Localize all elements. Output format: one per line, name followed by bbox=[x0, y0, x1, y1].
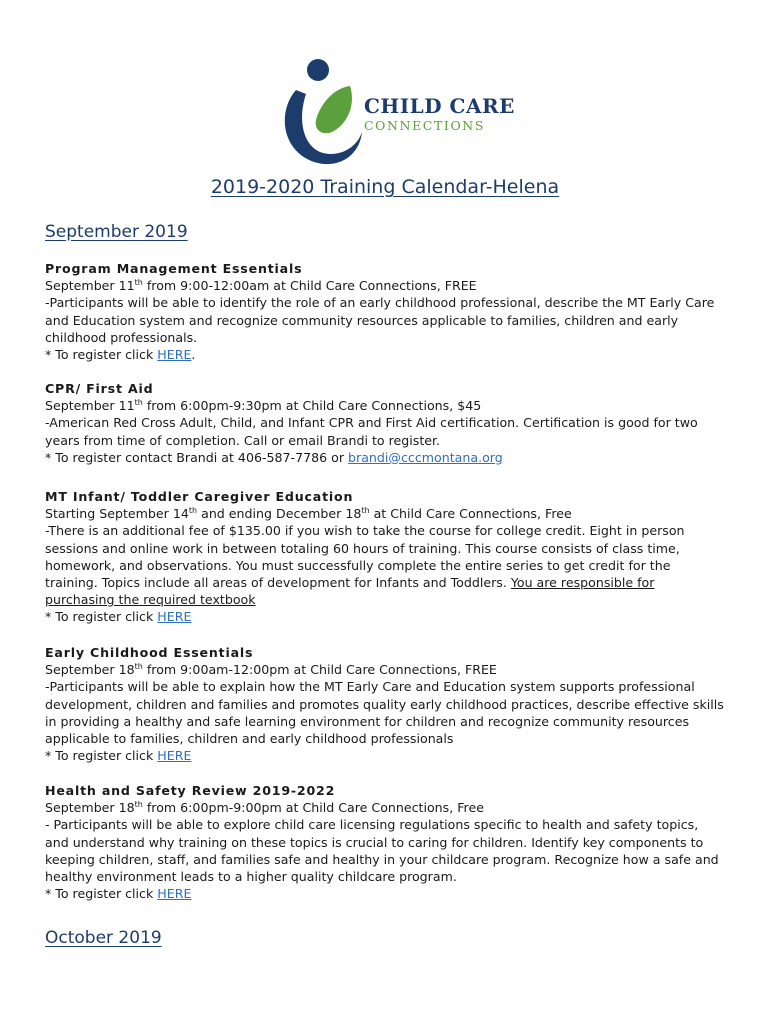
training-cpr-first-aid bbox=[45, 380, 725, 466]
training-schedule: September 18th from 9:00am-12:00pm at Child Care Connections, FREE bbox=[45, 662, 497, 678]
register-link[interactable]: HERE bbox=[157, 347, 192, 363]
training-description: -There is an additional fee of $135.00 if you wish to take the course for college credit. Eight in person sessions and online work in between totaling 60 hours of training. This course consists of class time, homework, and observations. You must successfully complete the entire series to get credit for the training. Topics include all areas of development for Infants and Toddlers. You are responsible for purchasing the required textbook bbox=[45, 523, 685, 608]
textbook-note: You are responsible for purchasing the required textbook bbox=[45, 575, 655, 608]
training-heading: CPR/ First Aid bbox=[45, 381, 154, 396]
training-schedule: Starting September 14th and ending December 18th at Child Care Connections, Free bbox=[45, 506, 572, 522]
month-heading-october: October 2019 bbox=[45, 928, 162, 948]
training-heading: Early Childhood Essentials bbox=[45, 645, 254, 660]
month-heading-september: September 2019 bbox=[45, 222, 188, 242]
training-heading: Program Management Essentials bbox=[45, 261, 303, 276]
logo-text-child-care: CHILD CARE bbox=[364, 94, 515, 118]
training-register: * To register contact Brandi at 406-587-7786 or brandi@cccmontana.org bbox=[45, 449, 503, 465]
page-title: 2019-2020 Training Calendar-Helena bbox=[210, 176, 560, 198]
training-schedule: September 11th from 6:00pm-9:30pm at Child Care Connections, $45 bbox=[45, 398, 482, 414]
logo-text-connections: CONNECTIONS bbox=[364, 118, 485, 133]
logo-leaf bbox=[316, 86, 352, 133]
training-schedule: September 11th from 9:00-12:00am at Child Care Connections, FREE bbox=[45, 278, 477, 294]
training-program-management bbox=[45, 260, 725, 363]
training-description: - Participants will be able to explore child care licensing regulations specific to health and safety topics, and understand why training on these topics is crucial to caring for children. Identify key components to keeping children, staff, and families safe and healthy in your childcare program. Recognize how a safe and healthy environment leads to a higher quality childcare program. bbox=[45, 817, 719, 885]
training-mt-infant-toddler bbox=[45, 488, 725, 626]
training-health-safety-review bbox=[45, 782, 725, 902]
email-link[interactable]: brandi@cccmontana.org bbox=[348, 449, 503, 465]
register-link[interactable]: HERE bbox=[157, 748, 192, 764]
training-heading: MT Infant/ Toddler Caregiver Education bbox=[45, 489, 354, 504]
training-description: -Participants will be able to explain how the MT Early Care and Education system supports professional development, children and families and promotes quality early childhood practices, describe effective skills in providing a healthy and safe learning environment for children and recognize community resources applicable to families, children and early childhood professionals bbox=[45, 679, 724, 747]
training-description: -Participants will be able to identify the role of an early childhood professional, describe the MT Early Care and Education system and recognize community resources applicable to families, children and early childhood professionals. bbox=[45, 295, 715, 345]
training-early-childhood-essentials bbox=[45, 644, 725, 764]
training-register: * To register click HERE bbox=[45, 609, 192, 625]
training-register: * To register click HERE bbox=[45, 748, 192, 764]
register-link[interactable]: HERE bbox=[157, 609, 192, 625]
logo-head-circle bbox=[307, 59, 329, 81]
register-link[interactable]: HERE bbox=[157, 886, 192, 902]
training-register: * To register click HERE. bbox=[45, 347, 196, 363]
training-register: * To register click HERE bbox=[45, 886, 192, 902]
training-schedule: September 18th from 6:00pm-9:00pm at Child Care Connections, Free bbox=[45, 800, 484, 816]
training-heading: Health and Safety Review 2019-2022 bbox=[45, 783, 336, 798]
training-description: -American Red Cross Adult, Child, and Infant CPR and First Aid certification. Certification is good for two years from time of completion. Call or email Brandi to register. bbox=[45, 415, 698, 448]
